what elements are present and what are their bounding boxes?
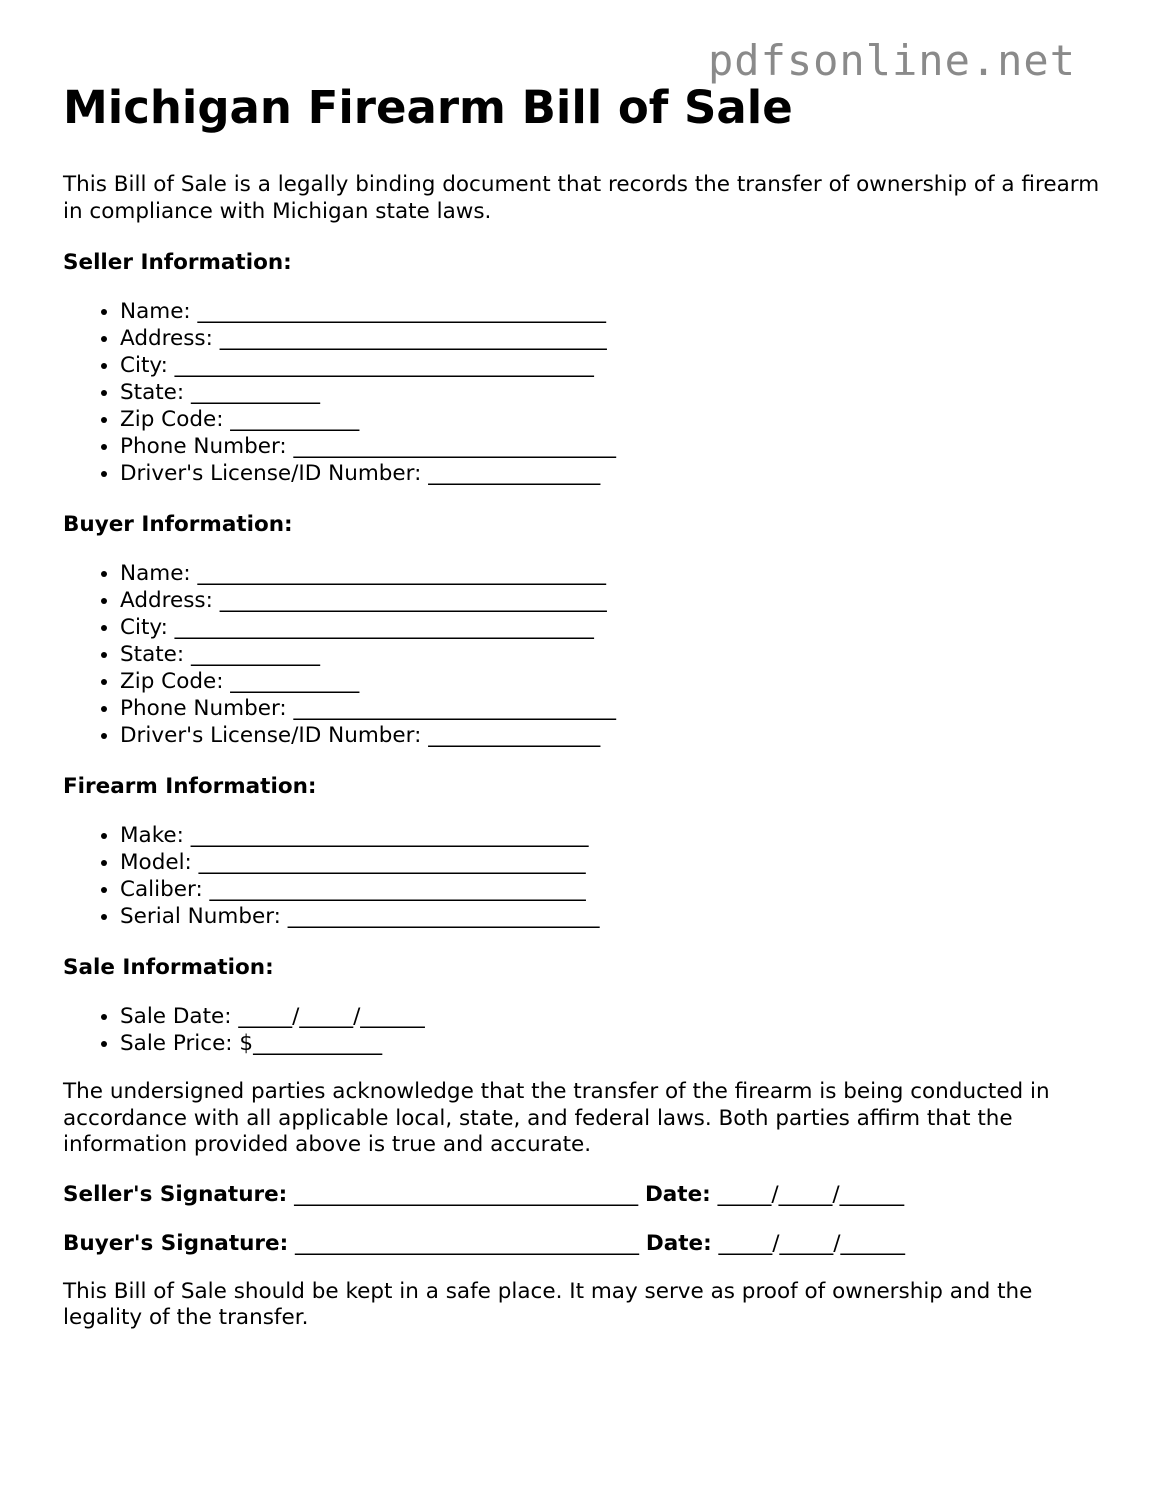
- firearm-caliber-field[interactable]: • Caliber: ___________________________________: [120, 876, 1103, 903]
- seller-date-line[interactable]: _____/_____/______: [710, 1181, 905, 1207]
- buyer-date-label: Date:: [645, 1230, 712, 1256]
- buyer-signature-line[interactable]: ________________________________: [288, 1230, 646, 1256]
- acknowledgement-paragraph: The undersigned parties acknowledge that the transfer of the firearm is being conducted in accordance with all applicable local, state, and federal laws. Both parties affirm that the information provided above is true and accurate.: [63, 1079, 1050, 1157]
- buyer-fields-list: [63, 560, 1103, 749]
- seller-address-field[interactable]: • Address: ____________________________________: [120, 325, 1103, 352]
- buyer-city-field[interactable]: • City: _______________________________________: [120, 614, 1103, 641]
- buyer-heading: Buyer Information:: [63, 512, 293, 537]
- watermark: pdfsonline.net: [708, 36, 1077, 85]
- sale-fields-list: [63, 1003, 1103, 1057]
- seller-fields-list: [63, 298, 1103, 487]
- seller-state-field[interactable]: • State: ____________: [120, 379, 1103, 406]
- firearm-model-field[interactable]: • Model: ____________________________________: [120, 849, 1103, 876]
- seller-phone-field[interactable]: • Phone Number: ______________________________: [120, 433, 1103, 460]
- firearm-fields-list: [63, 822, 1103, 930]
- firearm-make-field[interactable]: • Make: _____________________________________: [120, 822, 1103, 849]
- seller-heading: Seller Information:: [63, 250, 292, 275]
- firearm-heading: Firearm Information:: [63, 774, 317, 799]
- buyer-signature-row: [63, 1230, 1103, 1257]
- seller-name-field[interactable]: • Name: ______________________________________: [120, 298, 1103, 325]
- sale-heading: Sale Information:: [63, 955, 274, 980]
- sale-price-field[interactable]: • Sale Price: $____________: [120, 1030, 1103, 1057]
- document: [63, 78, 1103, 1332]
- firearm-serial-field[interactable]: • Serial Number: _____________________________: [120, 903, 1103, 930]
- buyer-license-field[interactable]: • Driver's License/ID Number: ________________: [120, 722, 1103, 749]
- buyer-name-field[interactable]: • Name: ______________________________________: [120, 560, 1103, 587]
- sale-date-field[interactable]: • Sale Date: _____/_____/______: [120, 1003, 1103, 1030]
- buyer-zip-field[interactable]: • Zip Code: ____________: [120, 668, 1103, 695]
- seller-date-label: Date:: [644, 1181, 711, 1207]
- buyer-phone-field[interactable]: • Phone Number: ______________________________: [120, 695, 1103, 722]
- buyer-state-field[interactable]: • State: ____________: [120, 641, 1103, 668]
- buyer-date-line[interactable]: _____/_____/______: [711, 1230, 905, 1256]
- seller-city-field[interactable]: • City: _______________________________________: [120, 352, 1103, 379]
- page-title: Michigan Firearm Bill of Sale: [63, 81, 793, 134]
- intro-paragraph: This Bill of Sale is a legally binding document that records the transfer of ownership of a firearm in compliance with Michigan state laws.: [63, 172, 1100, 224]
- seller-signature-label: Seller's Signature:: [63, 1181, 288, 1207]
- seller-zip-field[interactable]: • Zip Code: ____________: [120, 406, 1103, 433]
- seller-signature-line[interactable]: ________________________________: [287, 1181, 645, 1207]
- buyer-signature-label: Buyer's Signature:: [63, 1230, 289, 1256]
- closing-paragraph: This Bill of Sale should be kept in a safe place. It may serve as proof of ownership and the legality of the transfer.: [63, 1278, 1033, 1330]
- seller-signature-row: [63, 1181, 1103, 1208]
- seller-license-field[interactable]: • Driver's License/ID Number: ________________: [120, 460, 1103, 487]
- buyer-address-field[interactable]: • Address: ____________________________________: [120, 587, 1103, 614]
